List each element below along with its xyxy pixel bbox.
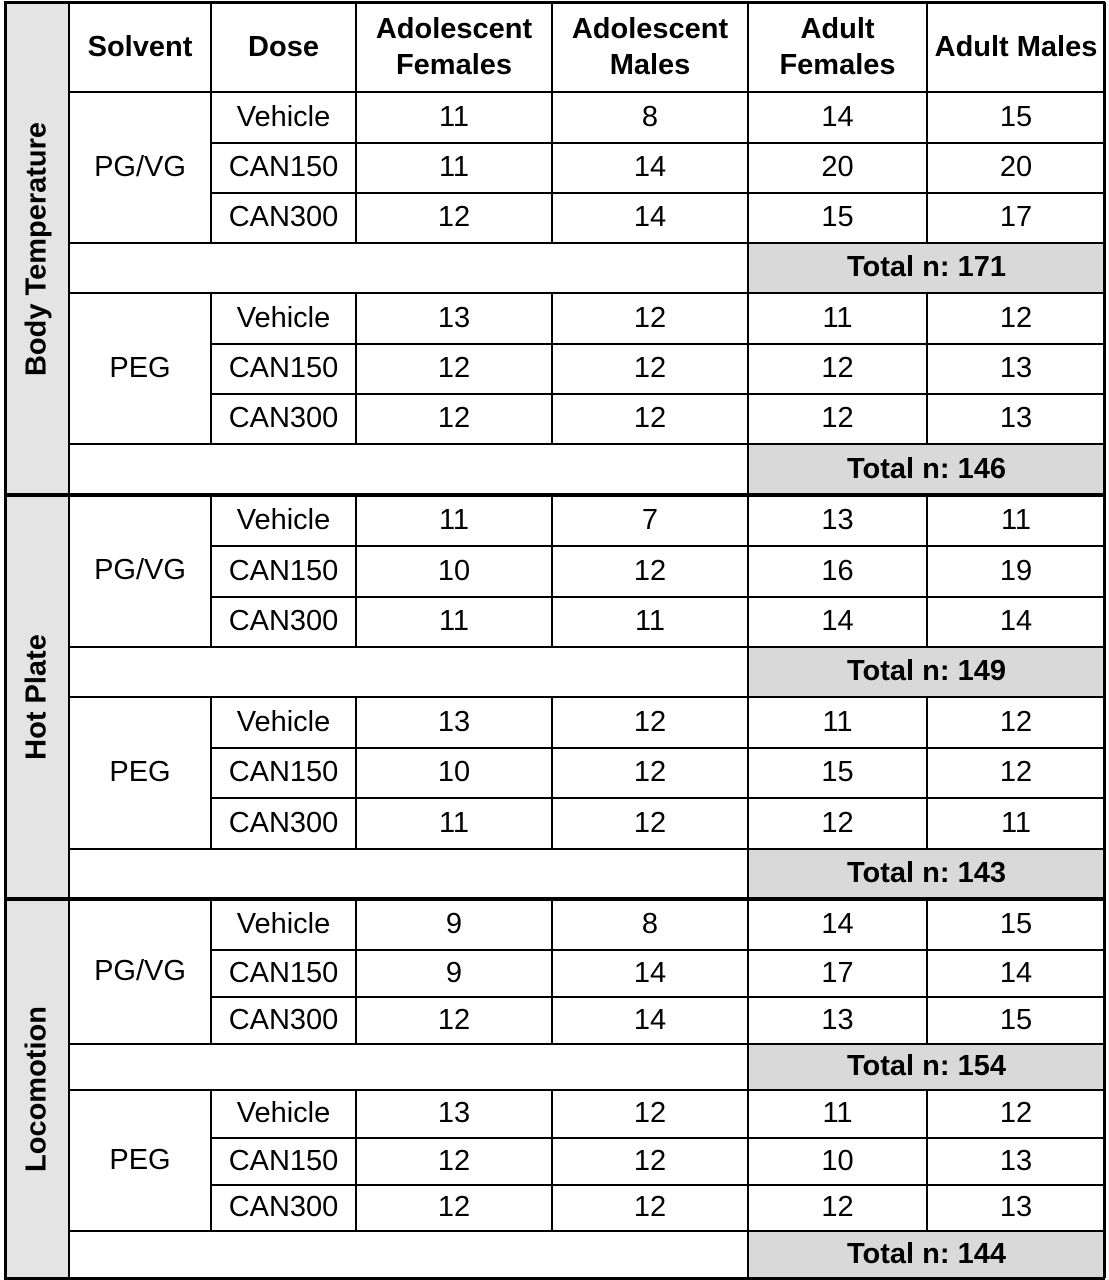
grid-line-v (355, 293, 357, 444)
solvent-cell: PEG (109, 351, 171, 384)
grid-line-v (210, 1090, 212, 1231)
value-cell: 13 (999, 402, 1033, 435)
grid-line-v (355, 92, 357, 243)
value-cell: 17 (821, 956, 854, 989)
grid-line-v (551, 495, 553, 647)
solvent-cell: PG/VG (94, 954, 186, 987)
value-cell: 12 (633, 1144, 667, 1177)
value-cell: 13 (821, 1003, 854, 1036)
section-label-border (68, 2, 70, 1278)
value-cell: 13 (437, 301, 471, 334)
grid-line-v (747, 2, 749, 92)
value-cell: 17 (999, 201, 1033, 234)
value-cell: 11 (438, 503, 470, 536)
value-cell: 14 (821, 605, 854, 638)
value-cell: 12 (821, 402, 854, 435)
value-cell: 14 (633, 151, 667, 184)
grid-line-v (551, 899, 553, 1044)
value-cell: 9 (445, 907, 463, 940)
section-label: Body Temperature (20, 121, 52, 376)
grid-line-v (747, 293, 749, 444)
grid-line-v (747, 243, 749, 293)
value-cell: 20 (999, 151, 1033, 184)
grid-line-h (211, 545, 1105, 547)
dose-cell: Vehicle (236, 503, 331, 536)
grid-line-v (210, 92, 212, 243)
grid-line-v (210, 899, 212, 1044)
value-cell: 14 (999, 605, 1033, 638)
value-cell: 13 (999, 1191, 1033, 1224)
table-border-bottom (4, 1277, 1105, 1280)
value-cell: 12 (633, 352, 667, 385)
value-cell: 12 (633, 1097, 667, 1130)
section-label: Hot Plate (20, 634, 52, 760)
value-cell: 14 (633, 956, 667, 989)
value-cell: 12 (999, 705, 1033, 738)
grid-line-h (211, 1137, 1105, 1139)
grid-line-h (211, 192, 1105, 194)
value-cell: 12 (821, 1191, 854, 1224)
grid-line-v (210, 293, 212, 444)
value-cell: 11 (438, 605, 470, 638)
dose-cell: CAN300 (228, 806, 339, 839)
grid-line-h (69, 848, 1105, 850)
dose-cell: CAN150 (228, 151, 339, 184)
value-cell: 12 (437, 1144, 471, 1177)
value-cell: 12 (633, 806, 667, 839)
value-cell: 7 (641, 503, 659, 536)
grid-line-v (926, 2, 928, 92)
value-cell: 11 (1000, 503, 1032, 536)
grid-line-v (551, 2, 553, 92)
grid-line-h (69, 292, 1105, 294)
value-cell: 14 (821, 907, 854, 940)
total-cell: Total n: 149 (748, 647, 1105, 697)
value-cell: 15 (999, 907, 1033, 940)
dose-cell: Vehicle (236, 301, 331, 334)
section-label: Locomotion (20, 1005, 52, 1172)
grid-line-v (926, 1090, 928, 1231)
grid-line-v (926, 92, 928, 243)
grid-line-v (747, 899, 749, 1044)
column-header: Solvent (87, 31, 193, 63)
grid-line-v (747, 697, 749, 849)
value-cell: 11 (822, 301, 853, 334)
dose-cell: Vehicle (236, 1097, 331, 1130)
value-cell: 19 (999, 554, 1033, 587)
value-cell: 12 (999, 301, 1033, 334)
grid-line-v (210, 697, 212, 849)
grid-line-v (355, 697, 357, 849)
grid-line-v (551, 293, 553, 444)
solvent-cell: PEG (109, 756, 171, 789)
value-cell: 13 (999, 1144, 1033, 1177)
grid-line-v (747, 92, 749, 243)
value-cell: 16 (821, 554, 854, 587)
grid-line-h (69, 443, 1105, 445)
grid-line-v (355, 2, 357, 92)
value-cell: 10 (437, 554, 471, 587)
grid-line-h (211, 996, 1105, 998)
dose-cell: CAN300 (228, 402, 339, 435)
value-cell: 8 (641, 907, 659, 940)
value-cell: 12 (821, 352, 854, 385)
grid-line-v (210, 495, 212, 647)
value-cell: 12 (437, 1191, 471, 1224)
grid-line-h (69, 1043, 1105, 1045)
table-border-left (4, 2, 7, 1278)
value-cell: 12 (437, 201, 471, 234)
grid-line-h (69, 696, 1105, 698)
value-cell: 10 (437, 756, 471, 789)
value-cell: 11 (822, 705, 853, 738)
column-header: Adult Females (779, 13, 896, 81)
total-cell: Total n: 171 (748, 243, 1105, 293)
total-cell: Total n: 146 (748, 444, 1105, 495)
value-cell: 14 (633, 1003, 667, 1036)
grid-line-h (69, 242, 1105, 244)
dose-cell: Vehicle (236, 705, 331, 738)
dose-cell: CAN300 (228, 1003, 339, 1036)
value-cell: 13 (437, 1097, 471, 1130)
grid-line-h (211, 142, 1105, 144)
grid-line-v (926, 899, 928, 1044)
grid-line-v (210, 2, 212, 92)
section-divider (4, 897, 1105, 901)
grid-line-v (551, 697, 553, 849)
value-cell: 15 (821, 201, 854, 234)
grid-line-v (926, 697, 928, 849)
value-cell: 12 (633, 1191, 667, 1224)
value-cell: 12 (437, 1003, 471, 1036)
value-cell: 13 (999, 352, 1033, 385)
grid-line-h (69, 1089, 1105, 1091)
grid-line-v (747, 495, 749, 647)
column-header: Adolescent Females (375, 13, 533, 81)
value-cell: 15 (821, 756, 854, 789)
solvent-cell: PG/VG (94, 150, 186, 183)
value-cell: 14 (999, 956, 1033, 989)
value-cell: 9 (445, 956, 463, 989)
grid-line-v (926, 293, 928, 444)
grid-line-v (747, 444, 749, 495)
table-border-right (1103, 2, 1106, 1278)
dose-cell: Vehicle (236, 907, 331, 940)
grid-line-v (747, 1044, 749, 1090)
value-cell: 12 (999, 1097, 1033, 1130)
grid-line-v (355, 1090, 357, 1231)
dose-cell: CAN150 (228, 554, 339, 587)
dose-cell: CAN150 (228, 352, 339, 385)
value-cell: 8 (641, 100, 659, 133)
dose-cell: CAN300 (228, 1191, 339, 1224)
grid-line-v (355, 899, 357, 1044)
grid-line-h (69, 1230, 1105, 1232)
value-cell: 11 (438, 151, 470, 184)
value-cell: 12 (999, 756, 1033, 789)
grid-line-v (551, 1090, 553, 1231)
grid-line-h (211, 343, 1105, 345)
dose-cell: CAN300 (228, 605, 339, 638)
value-cell: 12 (633, 402, 667, 435)
grid-line-h (211, 393, 1105, 395)
column-header: Adolescent Males (571, 13, 729, 81)
column-header: Adult Males (934, 31, 1098, 63)
value-cell: 12 (633, 705, 667, 738)
dose-cell: CAN150 (228, 956, 339, 989)
section-divider (4, 493, 1105, 497)
total-cell: Total n: 154 (748, 1044, 1105, 1090)
total-cell: Total n: 144 (748, 1231, 1105, 1278)
value-cell: 14 (821, 100, 854, 133)
dose-cell: CAN150 (228, 756, 339, 789)
value-cell: 13 (437, 705, 471, 738)
value-cell: 12 (633, 554, 667, 587)
grid-line-v (355, 495, 357, 647)
solvent-cell: PG/VG (94, 554, 186, 587)
value-cell: 12 (821, 806, 854, 839)
value-cell: 11 (822, 1097, 853, 1130)
dose-cell: CAN150 (228, 1144, 339, 1177)
table-border-top (4, 1, 1105, 4)
dose-cell: Vehicle (236, 100, 331, 133)
grid-line-h (211, 949, 1105, 951)
value-cell: 20 (821, 151, 854, 184)
value-cell: 14 (633, 201, 667, 234)
grid-line-h (211, 1184, 1105, 1186)
grid-line-v (551, 92, 553, 243)
grid-line-v (747, 647, 749, 697)
value-cell: 10 (821, 1144, 854, 1177)
value-cell: 11 (634, 605, 666, 638)
grid-line-v (926, 495, 928, 647)
value-cell: 11 (438, 806, 470, 839)
grid-line-h (69, 646, 1105, 648)
grid-line-v (747, 849, 749, 899)
value-cell: 11 (1000, 806, 1032, 839)
value-cell: 11 (438, 100, 470, 133)
grid-line-h (211, 797, 1105, 799)
value-cell: 12 (437, 352, 471, 385)
grid-line-h (211, 596, 1105, 598)
value-cell: 15 (999, 1003, 1033, 1036)
value-cell: 12 (437, 402, 471, 435)
column-header: Dose (248, 31, 319, 63)
grid-line-v (747, 1231, 749, 1278)
grid-line-h (211, 747, 1105, 749)
value-cell: 15 (999, 100, 1033, 133)
grid-line-v (747, 1090, 749, 1231)
grid-line-h (69, 91, 1105, 93)
solvent-cell: PEG (109, 1143, 171, 1176)
value-cell: 13 (821, 503, 854, 536)
value-cell: 12 (633, 301, 667, 334)
value-cell: 12 (633, 756, 667, 789)
total-cell: Total n: 143 (748, 849, 1105, 899)
dose-cell: CAN300 (228, 201, 339, 234)
